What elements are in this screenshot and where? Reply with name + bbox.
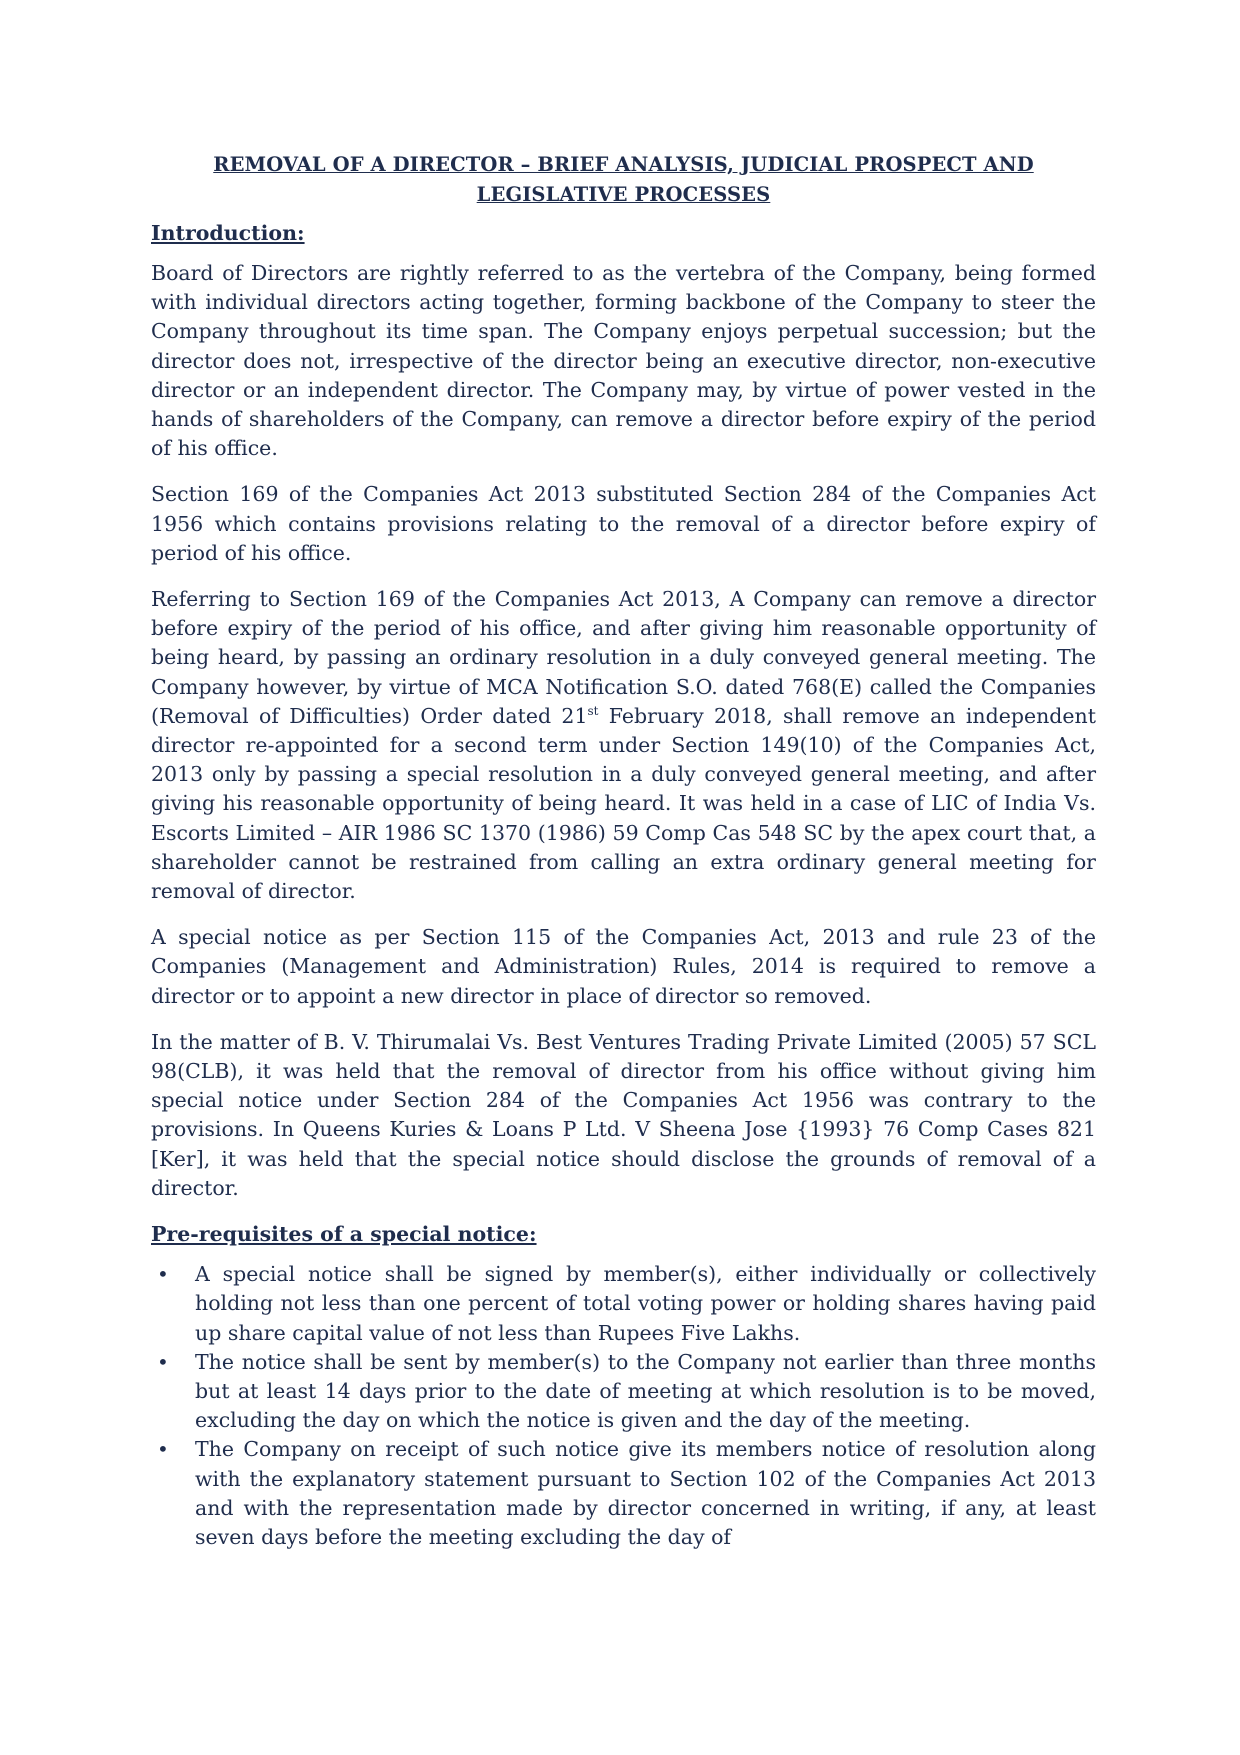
ordinal-suffix: st: [587, 704, 599, 719]
bullet-icon: •: [157, 1437, 169, 1462]
bullet-icon: •: [157, 1262, 169, 1287]
prerequisites-heading: Pre-requisites of a special notice:: [151, 1222, 537, 1247]
paragraph-removal-text-a: Referring to Section 169 of the Companies Act 2013, A Company can remove a director before expiry of the period of his office, and after giving him reasonable opportunity of being heard, by passing an ordinary resolution in a duly conveyed general meeting. The Company however, by virtue of MCA Notification S.O. dated 768(E) called the Companies (Removal of Difficulties) Order dated 21: [151, 587, 1096, 728]
paragraph-intro: Board of Directors are rightly referred to as the vertebra of the Company, being formed with individual directors acting together, forming backbone of the Company to steer the Company throughout its time span. The Company enjoys perpetual succession; but the director does not, irrespective of the director being an executive director, non-executive director or an independent director. The Company may, by virtue of power vested in the hands of shareholders of the Company, can remove a director before expiry of the period of his office.: [151, 261, 1096, 461]
paragraph-removal-process: [151, 585, 1096, 906]
list-item: [151, 1435, 1096, 1552]
document-title: REMOVAL OF A DIRECTOR – BRIEF ANALYSIS, JUDICIAL PROSPECT AND LEGISLATIVE PROCESSES: [213, 153, 1034, 206]
document-page: [151, 150, 1096, 1552]
paragraph-special-notice: A special notice as per Section 115 of the Companies Act, 2013 and rule 23 of the Companies (Management and Administration) Rules, 2014 is required to remove a director or to appoint a new director in place of director so removed.: [151, 925, 1096, 1008]
list-item-text: The Company on receipt of such notice give its members notice of resolution along with the explanatory statement pursuant to Section 102 of the Companies Act 2013 and with the representation made by director concerned in writing, if any, at least seven days before the meeting excluding the day of: [195, 1437, 1096, 1549]
paragraph-removal-text-b: February 2018, shall remove an independent director re-appointed for a second term under Section 149(10) of the Companies Act, 2013 only by passing a special resolution in a duly conveyed general meeting, and after giving his reasonable opportunity of being heard. It was held in a case of LIC of India Vs. Escorts Limited – AIR 1986 SC 1370 (1986) 59 Comp Cas 548 SC by the apex court that, a shareholder cannot be restrained from calling an extra ordinary general meeting for removal of director.: [151, 703, 1096, 904]
list-item-text: A special notice shall be signed by member(s), either individually or collectively holding not less than one percent of total voting power or holding shares having paid up share capital value of not less than Rupees Five Lakhs.: [195, 1262, 1096, 1345]
list-item: [151, 1348, 1096, 1436]
introduction-heading: Introduction:: [151, 221, 305, 245]
list-item: [151, 1260, 1096, 1348]
paragraph-section-169: Section 169 of the Companies Act 2013 substituted Section 284 of the Companies Act 1956 which contains provisions relating to the removal of a director before expiry of period of his office.: [151, 482, 1096, 565]
list-item-text: The notice shall be sent by member(s) to the Company not earlier than three months but at least 14 days prior to the date of meeting at which resolution is to be moved, excluding the day on which the notice is given and the day of the meeting.: [195, 1349, 1096, 1433]
paragraph-case-law: In the matter of B. V. Thirumalai Vs. Best Ventures Trading Private Limited (2005) 57 SCL 98(CLB), it was held that the removal of director from his office without giving him special notice under Section 284 of the Companies Act 1956 was contrary to the provisions. In Queens Kuries & Loans P Ltd. V Sheena Jose {1993} 76 Comp Cases 821 [Ker], it was held that the special notice should disclose the grounds of removal of a director.: [151, 1029, 1096, 1200]
bullet-icon: •: [157, 1349, 169, 1374]
prerequisites-list: [151, 1260, 1096, 1552]
